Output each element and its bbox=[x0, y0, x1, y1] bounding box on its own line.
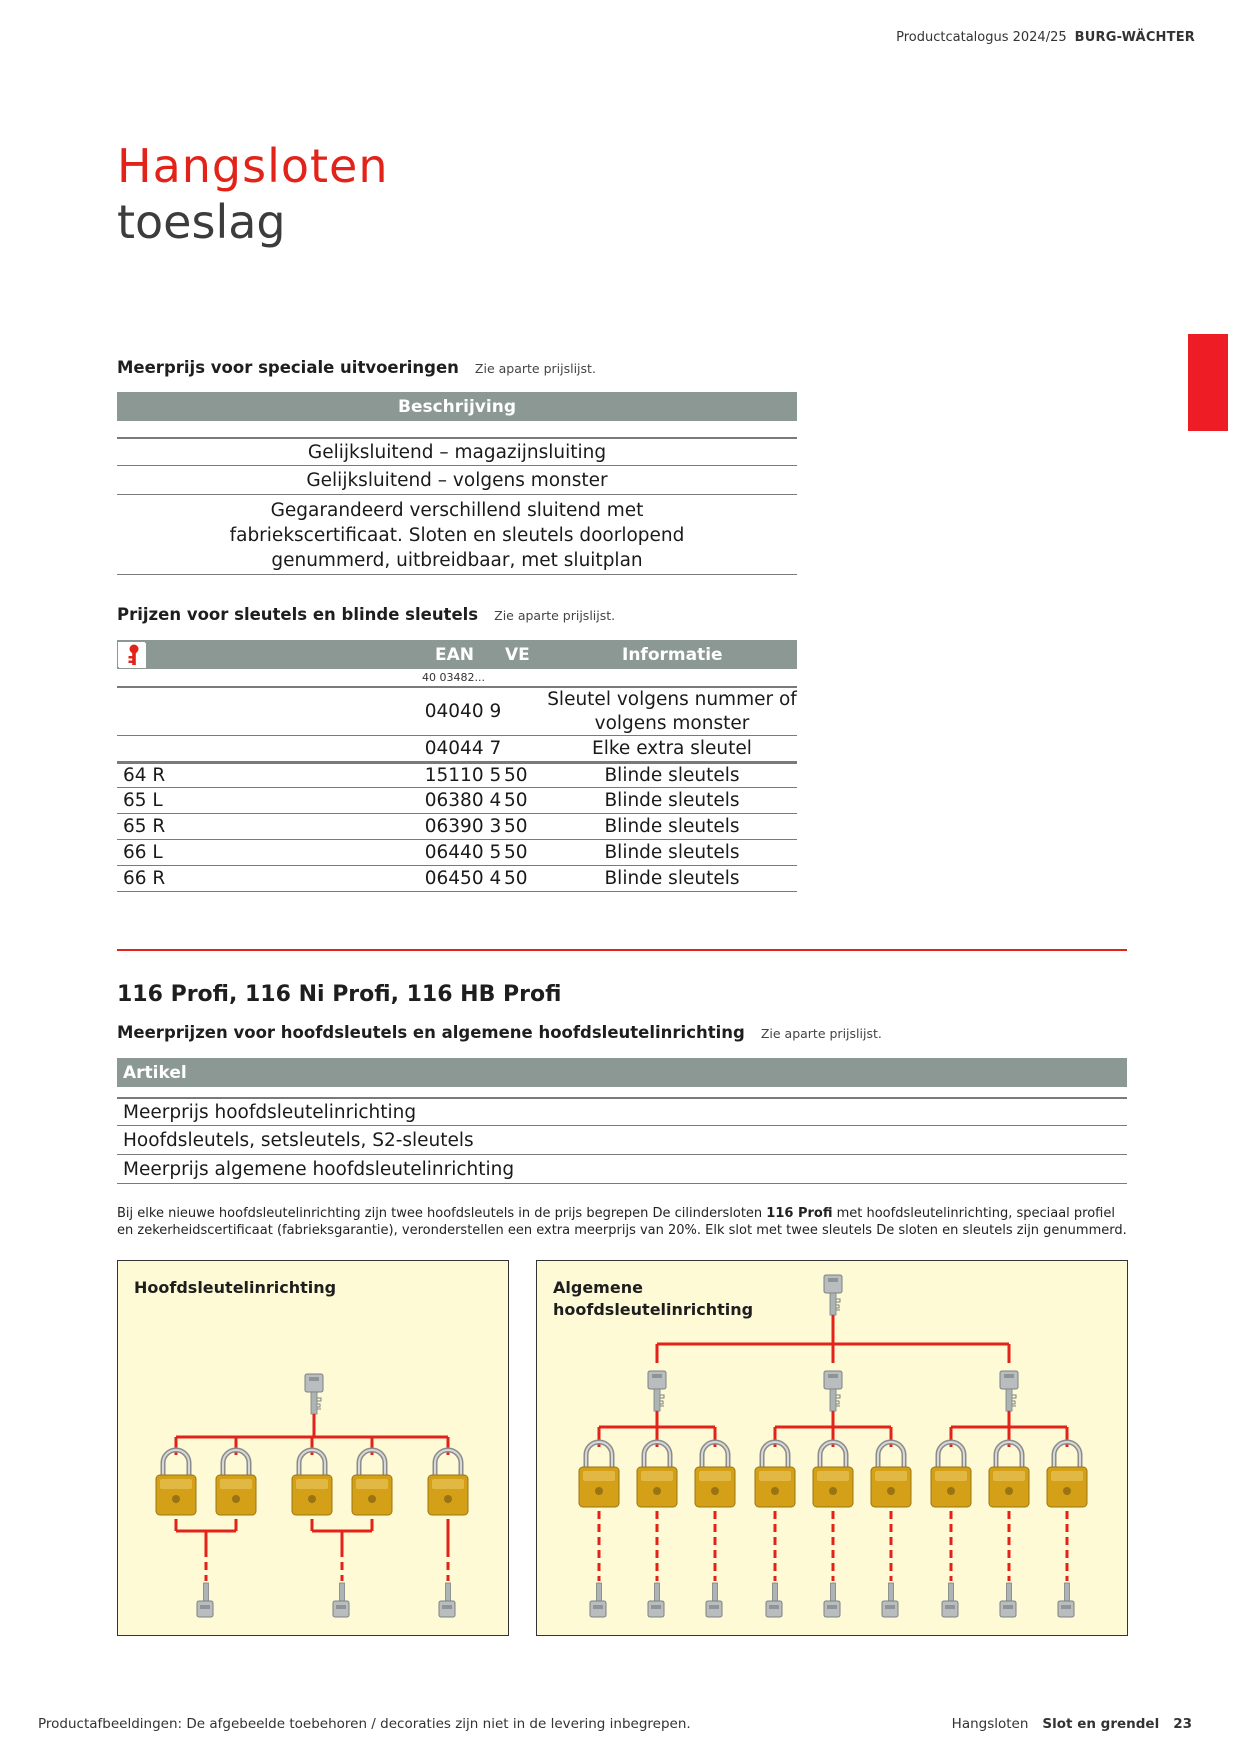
description-line: Gegarandeerd verschillend sluitend met bbox=[270, 500, 644, 521]
page-number: 23 bbox=[1173, 1716, 1192, 1732]
table-header bbox=[117, 640, 797, 669]
section-heading-text: Meerprijs voor speciale uitvoeringen bbox=[117, 358, 459, 377]
info-paragraph bbox=[117, 1205, 1127, 1239]
price-list-note: Zie aparte prijslijst. bbox=[494, 608, 616, 623]
grand-master-key-diagram bbox=[536, 1260, 1128, 1636]
info-cell bbox=[547, 737, 797, 761]
article-cell: Meerprijs hoofdsleutelinrichting bbox=[123, 1101, 417, 1123]
key-icon bbox=[766, 1583, 782, 1617]
section-heading-special bbox=[117, 358, 596, 377]
brand-name: BURG-WÄCHTER bbox=[1074, 30, 1195, 45]
key-icon bbox=[333, 1583, 349, 1617]
info-line: Sleutel volgens nummer of bbox=[547, 688, 797, 710]
page-header bbox=[896, 30, 1195, 45]
article-cell: Meerprijs algemene hoofdsleutelinrichting bbox=[123, 1158, 515, 1180]
price-list-note: Zie aparte prijslijst. bbox=[760, 1026, 882, 1041]
info-line: volgens monster bbox=[594, 712, 750, 734]
ve-cell: 50 bbox=[504, 842, 528, 863]
table-row bbox=[117, 495, 797, 575]
section-divider bbox=[117, 949, 1127, 951]
padlock-icon bbox=[579, 1442, 619, 1507]
paragraph-text: Bij elke nieuwe hoofdsleutelinrichting zijn twee hoofdsleutels in de prijs begrepen De cilindersloten bbox=[117, 1206, 767, 1221]
table-row bbox=[117, 788, 797, 814]
info-cell bbox=[547, 789, 797, 813]
info-line: Elke extra sleutel bbox=[592, 737, 752, 759]
padlock-icon bbox=[755, 1442, 795, 1507]
key-icon bbox=[118, 642, 145, 667]
table-header bbox=[117, 1058, 1127, 1087]
key-icon bbox=[824, 1275, 842, 1315]
master-key-diagram bbox=[117, 1260, 509, 1636]
section-heading-keys bbox=[117, 605, 615, 624]
padlock-icon bbox=[989, 1442, 1029, 1507]
type-cell: 65 R bbox=[123, 816, 166, 837]
padlock-icon bbox=[156, 1450, 196, 1515]
table-header bbox=[117, 392, 797, 421]
ean-prefix: 40 03482... bbox=[422, 671, 485, 684]
master-key-diagram-graphic bbox=[118, 1261, 510, 1637]
key-icon bbox=[305, 1374, 323, 1414]
padlock-icon bbox=[695, 1442, 735, 1507]
keys-table bbox=[117, 640, 797, 892]
padlock-icon bbox=[871, 1442, 911, 1507]
key-icon bbox=[942, 1583, 958, 1617]
padlock-icon bbox=[292, 1450, 332, 1515]
type-cell: 66 L bbox=[123, 842, 163, 863]
table-row bbox=[117, 840, 797, 866]
padlock-icon bbox=[216, 1450, 256, 1515]
section-heading-text: Prijzen voor sleutels en blinde sleutels bbox=[117, 605, 479, 624]
chapter-tab bbox=[1188, 334, 1228, 431]
padlock-icon bbox=[637, 1442, 677, 1507]
column-header-ean: EAN bbox=[435, 644, 474, 665]
info-line: Blinde sleutels bbox=[604, 764, 740, 786]
ean-cell: 06450 4 bbox=[424, 868, 502, 889]
page-subtitle: toeslag bbox=[117, 195, 286, 249]
padlock-icon bbox=[1047, 1442, 1087, 1507]
padlock-icon bbox=[931, 1442, 971, 1507]
description-line: fabriekscertificaat. Sloten en sleutels doorlopend bbox=[229, 525, 685, 546]
master-key-table bbox=[117, 1058, 1127, 1184]
column-header-article: Artikel bbox=[123, 1062, 187, 1083]
diagram-title-line: hoofdsleutelinrichting bbox=[553, 1300, 754, 1319]
ean-cell: 04040 9 bbox=[424, 701, 502, 722]
special-versions-table bbox=[117, 392, 797, 575]
description-cell: Gelijksluitend – magazijnsluiting bbox=[307, 441, 607, 463]
price-list-note: Zie aparte prijslijst. bbox=[474, 361, 596, 376]
ve-cell: 50 bbox=[504, 765, 528, 786]
info-line: Blinde sleutels bbox=[604, 789, 740, 811]
table-row bbox=[117, 1126, 1127, 1155]
info-cell bbox=[547, 688, 797, 736]
ean-cell: 15110 5 bbox=[424, 765, 502, 786]
article-cell: Hoofdsleutels, setsleutels, S2-sleutels bbox=[123, 1129, 474, 1151]
type-cell: 65 L bbox=[123, 790, 163, 811]
ean-cell: 06390 3 bbox=[424, 816, 502, 837]
info-line: Blinde sleutels bbox=[604, 815, 740, 837]
column-header-description: Beschrijving bbox=[397, 396, 516, 417]
key-icon bbox=[882, 1583, 898, 1617]
key-icon bbox=[1000, 1583, 1016, 1617]
table-row bbox=[117, 686, 797, 736]
table-row bbox=[117, 866, 797, 892]
ean-cell: 06380 4 bbox=[424, 790, 502, 811]
ean-cell: 06440 5 bbox=[424, 842, 502, 863]
table-row bbox=[117, 736, 797, 762]
paragraph-bold: 116 Profi bbox=[766, 1206, 833, 1221]
footer-nav bbox=[952, 1716, 1192, 1732]
ve-cell: 50 bbox=[504, 868, 528, 889]
ve-cell: 50 bbox=[504, 816, 528, 837]
key-icon bbox=[824, 1371, 842, 1411]
key-icon bbox=[439, 1583, 455, 1617]
diagram-title bbox=[553, 1277, 753, 1321]
footer-disclaimer: Productafbeeldingen: De afgebeelde toebehoren / decoraties zijn niet in de levering inbegrepen. bbox=[38, 1716, 691, 1732]
paragraph-text: met hoofdsleutelinrichting, speciaal profiel en zekerheidscertificaat (fabrieksgarantie), veronderstellen een extra meerprijs van 20%. Elk slot met twee sleutels De sloten en sleutels zijn genummerd. bbox=[117, 1206, 1127, 1238]
info-cell bbox=[547, 867, 797, 891]
key-icon bbox=[648, 1583, 664, 1617]
key-icon bbox=[1000, 1371, 1018, 1411]
table-row bbox=[117, 762, 797, 788]
ean-cell: 04044 7 bbox=[424, 738, 502, 759]
key-icon bbox=[706, 1583, 722, 1617]
table-row bbox=[117, 437, 797, 466]
keys-table-body bbox=[117, 686, 797, 892]
description-line: genummerd, uitbreidbaar, met sluitplan bbox=[271, 550, 643, 571]
info-line: Blinde sleutels bbox=[604, 841, 740, 863]
column-header-info: Informatie bbox=[622, 644, 723, 665]
type-cell: 66 R bbox=[123, 868, 166, 889]
section-heading-master bbox=[117, 1023, 882, 1042]
ve-cell: 50 bbox=[504, 790, 528, 811]
key-icon bbox=[590, 1583, 606, 1617]
table-row bbox=[117, 466, 797, 495]
type-cell: 64 R bbox=[123, 765, 166, 786]
info-cell bbox=[547, 815, 797, 839]
table-row bbox=[117, 814, 797, 840]
catalog-label: Productcatalogus 2024/25 bbox=[896, 30, 1067, 45]
key-icon bbox=[648, 1371, 666, 1411]
product-title: 116 Profi, 116 Ni Profi, 116 HB Profi bbox=[117, 982, 562, 1007]
diagram-title: Hoofdsleutelinrichting bbox=[134, 1278, 337, 1297]
padlock-icon bbox=[428, 1450, 468, 1515]
footer-category: Hangsloten bbox=[951, 1716, 1029, 1732]
info-cell bbox=[547, 841, 797, 865]
footer-subcategory: Slot en grendel bbox=[1042, 1716, 1160, 1732]
column-header-ve: VE bbox=[505, 644, 530, 665]
padlock-icon bbox=[813, 1442, 853, 1507]
diagram-title-line: Algemene bbox=[553, 1278, 643, 1297]
info-cell bbox=[547, 764, 797, 788]
section-heading-text: Meerprijzen voor hoofdsleutels en algemene hoofdsleutelinrichting bbox=[117, 1023, 745, 1042]
key-icon bbox=[197, 1583, 213, 1617]
table-row bbox=[117, 1097, 1127, 1126]
page-title: Hangsloten bbox=[117, 139, 389, 193]
description-cell: Gelijksluitend – volgens monster bbox=[306, 469, 608, 491]
key-icon bbox=[1058, 1583, 1074, 1617]
info-line: Blinde sleutels bbox=[604, 867, 740, 889]
table-row bbox=[117, 1155, 1127, 1184]
padlock-icon bbox=[352, 1450, 392, 1515]
key-icon bbox=[824, 1583, 840, 1617]
